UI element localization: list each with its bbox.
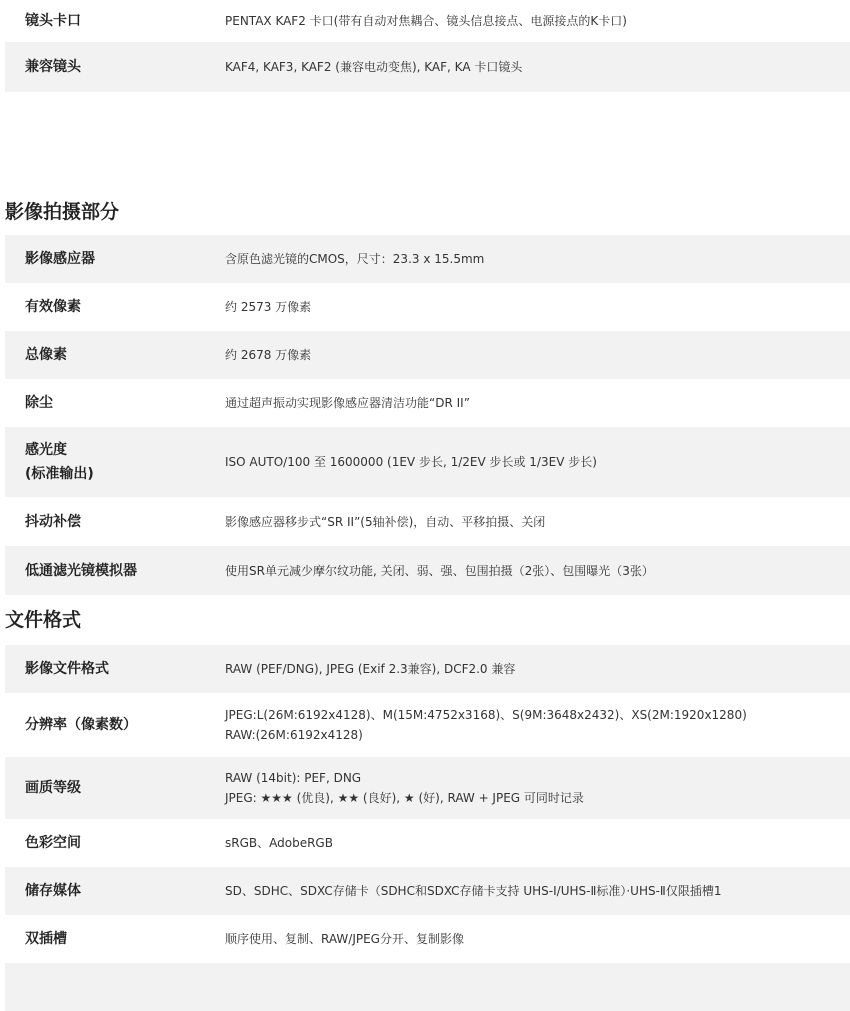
spec-value: 约 2678 万像素 (225, 348, 312, 362)
spec-value: 顺序使用、复制、RAW/JPEG分开、复制影像 (225, 932, 464, 946)
spec-key: 总像素 (25, 347, 67, 363)
spec-row-color-space (5, 819, 850, 867)
spec-row-total-pixels (5, 331, 850, 379)
spec-key: 低通滤光镜模拟器 (25, 562, 137, 579)
spec-key: 色彩空间 (25, 835, 81, 851)
imaging-spec-table (5, 235, 850, 595)
spec-key: 分辨率（像素数） (25, 717, 137, 733)
spec-key (5, 438, 225, 486)
spec-key: 抖动补偿 (25, 513, 81, 530)
spec-row-image-sensor (5, 235, 850, 283)
file-format-spec-table (5, 645, 850, 1011)
spec-value: 通过超声振动实现影像感应器清洁功能“DR II” (225, 396, 470, 410)
spec-value: SD、SDHC、SDXC存储卡（SDHC和SDXC存储卡支持 UHS-I/UHS-Ⅱ标准）·UHS-Ⅱ仅限插槽1 (225, 884, 722, 898)
spec-key: 双插槽 (25, 931, 67, 947)
spec-key: 有效像素 (25, 299, 81, 315)
spec-value: PENTAX KAF2 卡口(带有自动对焦耦合、镜头信息接点、电源接点的K卡口) (225, 14, 627, 28)
spec-value (225, 768, 850, 808)
spec-key: 影像感应器 (25, 251, 95, 267)
section-title-imaging: 影像拍摄部分 (5, 201, 120, 223)
spec-row-next (5, 963, 850, 1011)
spec-value: 影像感应器移步式“SR II”(5轴补偿)，自动、平移拍摄、关闭 (225, 514, 546, 529)
spec-row-dust-removal (5, 379, 850, 427)
spec-row-quality-level (5, 757, 850, 819)
spec-key: 镜头卡口 (25, 13, 81, 29)
spec-key: 储存媒体 (25, 883, 81, 899)
spec-value: 使用SR单元减少摩尔纹功能, 关闭、弱、强、包围拍摄（2张）、包围曝光（3张） (225, 563, 654, 578)
spec-value-line: JPEG: ★★★ (优良), ★★ (良好), ★ (好), RAW + JPEG 可同时记录 (225, 791, 584, 805)
spec-value (225, 705, 850, 745)
spec-row-lpf-simulator (5, 546, 850, 595)
spec-row-effective-pixels (5, 283, 850, 331)
spec-row-dual-slot (5, 915, 850, 963)
spec-value: sRGB、AdobeRGB (225, 836, 333, 850)
spec-key-line: 感光度 (25, 442, 67, 458)
spec-row-shake-reduction (5, 497, 850, 546)
spec-value-line: RAW (14bit): PEF, DNG (225, 771, 362, 785)
spec-value: RAW (PEF/DNG), JPEG (Exif 2.3兼容), DCF2.0 兼容 (225, 662, 516, 676)
spec-row-image-file-format (5, 645, 850, 693)
spec-value: ISO AUTO/100 至 1600000 (1EV 步长, 1/2EV 步长或 1/3EV 步长) (225, 455, 597, 469)
spec-row-storage-media (5, 867, 850, 915)
spec-value: KAF4, KAF3, KAF2 (兼容电动变焦), KAF, KA 卡口镜头 (225, 60, 523, 74)
spec-key: 画质等级 (25, 780, 81, 796)
spec-key: 影像文件格式 (25, 661, 109, 677)
spec-value: 约 2573 万像素 (225, 300, 312, 314)
spec-row-compatible-lenses (5, 42, 850, 92)
section-spacer (0, 92, 850, 189)
spec-value-line: JPEG:L(26M:6192x4128)、M(15M:4752x3168)、S(9M:3648x2432)、XS(2M:1920x1280) (225, 708, 747, 722)
lens-spec-table (5, 0, 850, 92)
spec-key: 兼容镜头 (25, 59, 81, 75)
spec-row-sensitivity (5, 427, 850, 497)
spec-key: 除尘 (25, 395, 53, 411)
spec-row-lens-mount (5, 0, 850, 42)
spec-row-resolution (5, 693, 850, 757)
spec-value: 含原色滤光镜的CMOS，尺寸：23.3 x 15.5mm (225, 252, 485, 266)
spec-value-line: RAW:(26M:6192x4128) (225, 728, 363, 742)
spec-key-line: (标准输出) (25, 466, 94, 482)
section-title-file-format: 文件格式 (5, 609, 82, 631)
